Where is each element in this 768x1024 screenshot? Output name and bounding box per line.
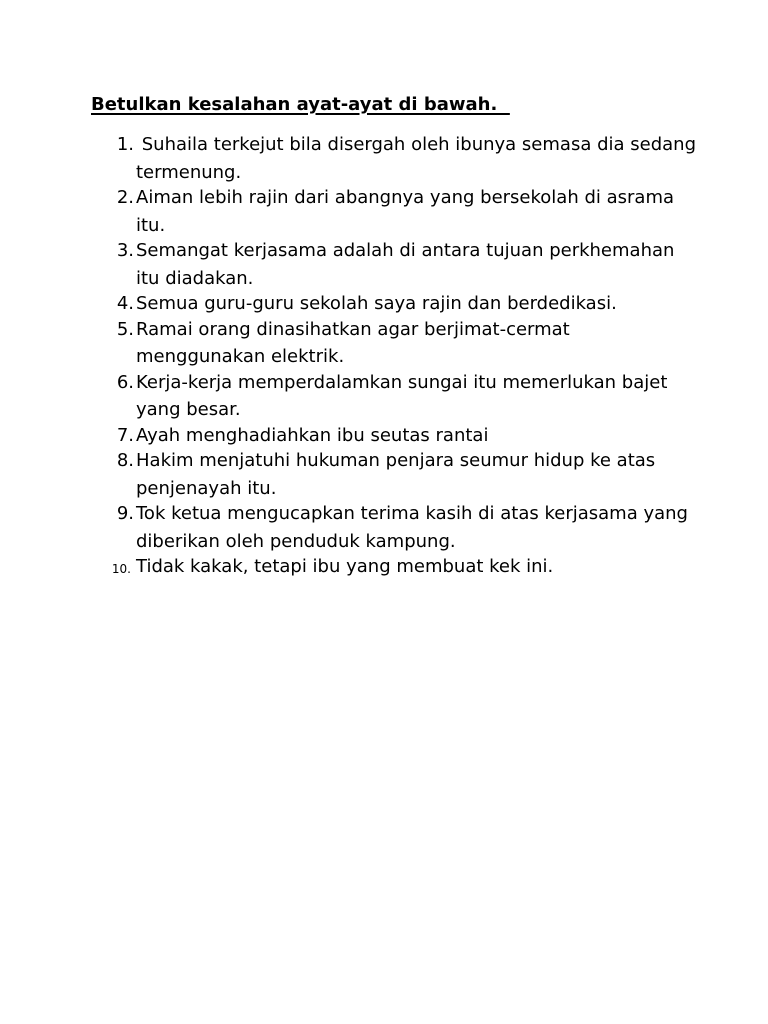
- list-item: [104, 447, 704, 502]
- list-item: [104, 237, 704, 292]
- list-item-number: 6.: [116, 371, 134, 393]
- list-item: [104, 369, 704, 424]
- list-item-number: 2.: [116, 187, 134, 208]
- list-item-number: 4.: [116, 293, 134, 314]
- list-item: [104, 422, 704, 450]
- list-item-text: Ayah menghadiahkan ibu seutas rantai: [136, 424, 489, 446]
- page-title: Betulkan kesalahan ayat-ayat di bawah.: [91, 94, 510, 115]
- list-item-text: Ramai orang dinasihatkan agar berjimat-cermat menggunakan elektrik.: [136, 318, 570, 367]
- list-item: [104, 500, 704, 555]
- list-item-text: Tok ketua mengucapkan terima kasih di atas kerjasama yang diberikan oleh penduduk kampung.: [136, 503, 688, 552]
- list-item-text: Kerja-kerja memperdalamkan sungai itu memerlukan bajet yang besar.: [136, 371, 668, 420]
- list-item-number: 7.: [116, 424, 134, 446]
- list-item-text: Tidak kakak, tetapi ibu yang membuat kek ini.: [136, 556, 554, 577]
- list-item-number: 10.: [111, 562, 131, 576]
- list-item-text: Aiman lebih rajin dari abangnya yang bersekolah di asrama itu.: [136, 187, 675, 236]
- list-item-text: Semangat kerjasama adalah di antara tujuan perkhemahan itu diadakan.: [136, 240, 675, 289]
- list-item-text: Hakim menjatuhi hukuman penjara seumur hidup ke atas penjenayah itu.: [136, 450, 656, 499]
- list-item-text: Semua guru-guru sekolah saya rajin dan berdedikasi.: [136, 293, 617, 314]
- sentence-list: [104, 131, 704, 579]
- list-item-number: 5.: [116, 318, 134, 340]
- list-item-number: 3.: [116, 240, 134, 261]
- list-item: [104, 131, 704, 186]
- list-item-number: 1.: [116, 134, 134, 155]
- list-item-number: 9.: [116, 503, 134, 524]
- list-item: [104, 553, 704, 581]
- list-item: [104, 290, 704, 318]
- list-item-number: 8.: [116, 450, 134, 471]
- list-item: [104, 316, 704, 371]
- list-item: [104, 184, 704, 239]
- list-item-text: Suhaila terkejut bila disergah oleh ibunya semasa dia sedang termenung.: [136, 134, 702, 183]
